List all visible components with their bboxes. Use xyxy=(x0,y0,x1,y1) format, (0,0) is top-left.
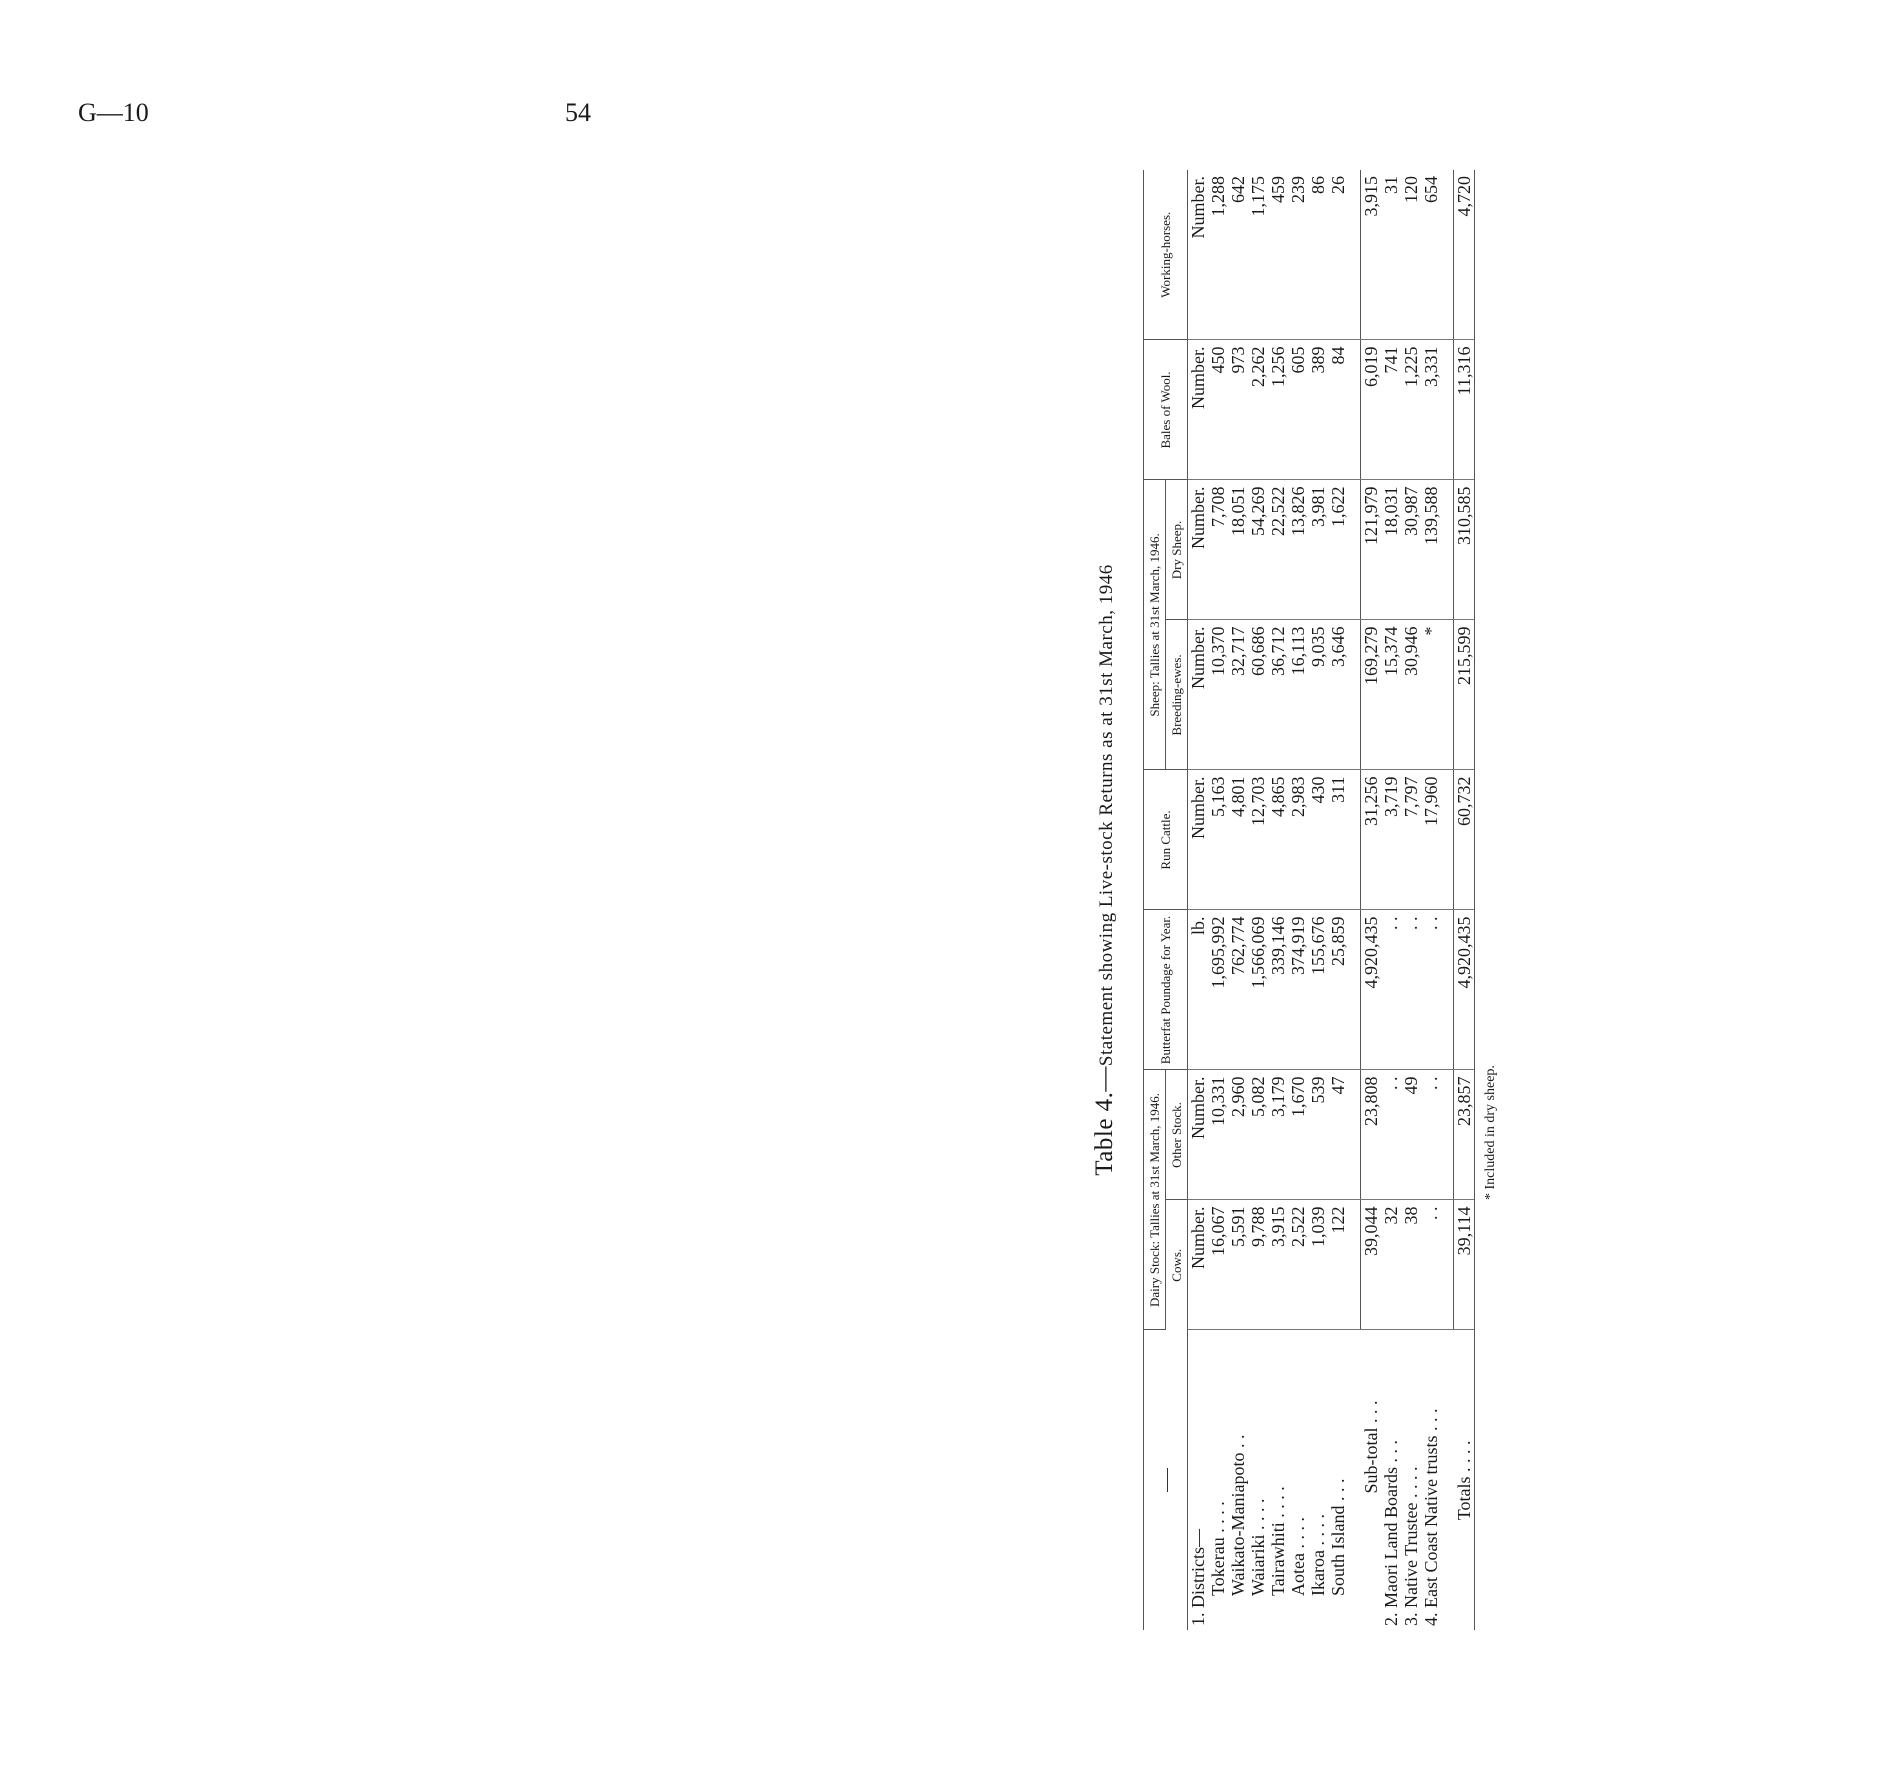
cell: 16,113 xyxy=(1288,620,1308,770)
cell: 1,288 xyxy=(1208,170,1228,340)
table-row xyxy=(1288,170,1308,1630)
cell: 32 xyxy=(1381,1200,1401,1330)
totals-row xyxy=(1454,170,1475,1630)
cell: 47 xyxy=(1328,1070,1348,1200)
unit-cell: Number. xyxy=(1188,1200,1209,1330)
footnote: * Included in dry sheep. xyxy=(1483,1065,1498,1200)
cell: 4,920,435 xyxy=(1361,910,1382,1070)
unit-cell: Number. xyxy=(1188,620,1209,770)
totals-label: Totals . . . . xyxy=(1454,1330,1475,1630)
cell: . . xyxy=(1381,1070,1401,1200)
cell: 430 xyxy=(1308,770,1328,910)
header-dash xyxy=(1167,1468,1168,1492)
cell: 36,712 xyxy=(1268,620,1288,770)
cell: 86 xyxy=(1308,170,1328,340)
cell: 762,774 xyxy=(1228,910,1248,1070)
cell: . . xyxy=(1421,1070,1441,1200)
table-title-prefix: Table 4.— xyxy=(1091,1066,1118,1176)
row-label: Tokerau . . . . xyxy=(1208,1501,1228,1596)
cell: 539 xyxy=(1308,1070,1328,1200)
table-header xyxy=(1144,170,1188,1630)
cell: 38 xyxy=(1401,1200,1421,1330)
cell: 5,163 xyxy=(1208,770,1228,910)
cell: 741 xyxy=(1381,340,1401,480)
cell: 16,067 xyxy=(1208,1200,1228,1330)
cell: 3,646 xyxy=(1328,620,1348,770)
row-label: Waikato-Maniapoto . . xyxy=(1228,1434,1248,1596)
cell: 23,808 xyxy=(1361,1070,1382,1200)
cell: 654 xyxy=(1421,170,1441,340)
cell: 1,175 xyxy=(1248,170,1268,340)
cell: 122 xyxy=(1328,1200,1348,1330)
cell: 459 xyxy=(1268,170,1288,340)
header-horses: Working-horses. xyxy=(1144,170,1188,340)
cell: 3,331 xyxy=(1421,340,1441,480)
unit-cell: Number. xyxy=(1188,480,1209,620)
cell: 3,915 xyxy=(1268,1200,1288,1330)
unit-cell: Number. xyxy=(1188,340,1209,480)
cell: 9,788 xyxy=(1248,1200,1268,1330)
table-row xyxy=(1228,170,1248,1630)
cell: 12,703 xyxy=(1248,770,1268,910)
cell: * xyxy=(1421,620,1441,770)
table-row xyxy=(1381,170,1401,1630)
cell: 1,225 xyxy=(1401,340,1421,480)
unit-cell: Number. xyxy=(1188,170,1209,340)
header-other-stock: Other Stock. xyxy=(1166,1070,1188,1200)
cell: 4,920,435 xyxy=(1454,910,1475,1070)
table-row xyxy=(1328,170,1348,1630)
cell: 31,256 xyxy=(1361,770,1382,910)
cell: 17,960 xyxy=(1421,770,1441,910)
cell: 1,670 xyxy=(1288,1070,1308,1200)
cell: 973 xyxy=(1228,340,1248,480)
table-row xyxy=(1401,170,1421,1630)
cell: 310,585 xyxy=(1454,480,1475,620)
cell: 60,686 xyxy=(1248,620,1268,770)
page-reference: G—10 xyxy=(78,98,149,127)
table-row xyxy=(1308,170,1328,1630)
header-dairy-group: Dairy Stock: Tallies at 31st March, 1946. xyxy=(1144,1070,1166,1330)
cell: . . xyxy=(1421,1200,1441,1330)
row-label: Aotea . . . . xyxy=(1288,1517,1308,1596)
cell: 13,826 xyxy=(1288,480,1308,620)
unit-cell: lb. xyxy=(1188,910,1209,1070)
cell: 7,797 xyxy=(1401,770,1421,910)
cell: 2,983 xyxy=(1288,770,1308,910)
cell: 39,044 xyxy=(1361,1200,1382,1330)
cell: 15,374 xyxy=(1381,620,1401,770)
cell: 49 xyxy=(1401,1070,1421,1200)
cell: 10,331 xyxy=(1208,1070,1228,1200)
cell: 120 xyxy=(1401,170,1421,340)
row-label: Ikaroa . . . . xyxy=(1308,1514,1328,1596)
page-number: 54 xyxy=(565,98,591,127)
header-sheep-group: Sheep: Tallies at 31st March, 1946. xyxy=(1144,480,1166,770)
cell: 374,919 xyxy=(1288,910,1308,1070)
cell: 11,316 xyxy=(1454,340,1475,480)
cell: 4,865 xyxy=(1268,770,1288,910)
cell: 18,031 xyxy=(1381,480,1401,620)
cell: 54,269 xyxy=(1248,480,1268,620)
cell: 1,039 xyxy=(1308,1200,1328,1330)
cell: 1,256 xyxy=(1268,340,1288,480)
subtotal-row xyxy=(1361,170,1382,1630)
header-dry-sheep: Dry Sheep. xyxy=(1166,480,1188,620)
cell: 339,146 xyxy=(1268,910,1288,1070)
cell: 2,262 xyxy=(1248,340,1268,480)
cell: 3,719 xyxy=(1381,770,1401,910)
cell: 30,987 xyxy=(1401,480,1421,620)
cell: 26 xyxy=(1328,170,1348,340)
row-label: Tairawhiti . . . . xyxy=(1268,1486,1288,1596)
cell: 31 xyxy=(1381,170,1401,340)
cell: 4,801 xyxy=(1228,770,1248,910)
cell: 32,717 xyxy=(1228,620,1248,770)
cell: 3,915 xyxy=(1361,170,1382,340)
livestock-table xyxy=(1143,170,1475,1630)
cell: 7,708 xyxy=(1208,480,1228,620)
table-title xyxy=(1085,170,1125,1570)
cell: 10,370 xyxy=(1208,620,1228,770)
header-cows: Cows. xyxy=(1166,1200,1188,1330)
cell: 3,179 xyxy=(1268,1070,1288,1200)
header-breeding-ewes: Breeding-ewes. xyxy=(1166,620,1188,770)
header-butterfat: Butterfat Poundage for Year. xyxy=(1144,910,1188,1070)
row-label: 4. East Coast Native trusts . . . xyxy=(1421,1408,1441,1626)
cell: 2,960 xyxy=(1228,1070,1248,1200)
table-row xyxy=(1268,170,1288,1630)
table-title-text: Statement showing Live-stock Returns as at 31st March, 1946 xyxy=(1096,564,1117,1067)
row-label: 2. Maori Land Boards . . . xyxy=(1381,1440,1401,1626)
cell: 30,946 xyxy=(1401,620,1421,770)
cell: 60,732 xyxy=(1454,770,1475,910)
table-row xyxy=(1248,170,1268,1630)
cell: 3,981 xyxy=(1308,480,1328,620)
cell: 1,566,069 xyxy=(1248,910,1268,1070)
row-label: 1. Districts— xyxy=(1188,1529,1208,1626)
cell: 18,051 xyxy=(1228,480,1248,620)
cell: 2,522 xyxy=(1288,1200,1308,1330)
cell: . . xyxy=(1421,910,1441,1070)
cell: 1,695,992 xyxy=(1208,910,1228,1070)
cell: 39,114 xyxy=(1454,1200,1475,1330)
rotated-table-region xyxy=(1085,170,1885,1630)
spacer-row xyxy=(1441,170,1454,1630)
cell: 9,035 xyxy=(1308,620,1328,770)
cell: 6,019 xyxy=(1361,340,1382,480)
row-label: Waiariki . . . . xyxy=(1248,1498,1268,1596)
table-row xyxy=(1421,170,1441,1630)
cell: 5,591 xyxy=(1228,1200,1248,1330)
cell: 139,588 xyxy=(1421,480,1441,620)
cell: 169,279 xyxy=(1361,620,1382,770)
row-label: South Island . . . xyxy=(1328,1478,1348,1596)
cell: 121,979 xyxy=(1361,480,1382,620)
header-run-cattle: Run Cattle. xyxy=(1144,770,1188,910)
cell: 450 xyxy=(1208,340,1228,480)
cell: 1,622 xyxy=(1328,480,1348,620)
cell: 239 xyxy=(1288,170,1308,340)
table-body xyxy=(1188,170,1475,1630)
table-row-districts xyxy=(1188,170,1209,1630)
cell: 389 xyxy=(1308,340,1328,480)
cell: 642 xyxy=(1228,170,1248,340)
header-bales: Bales of Wool. xyxy=(1144,340,1188,480)
cell: 23,857 xyxy=(1454,1070,1475,1200)
cell: . . xyxy=(1381,910,1401,1070)
subtotal-label: Sub-total . . . xyxy=(1360,1400,1381,1494)
cell: 25,859 xyxy=(1328,910,1348,1070)
cell: 84 xyxy=(1328,340,1348,480)
cell: . . xyxy=(1401,910,1421,1070)
spacer-row xyxy=(1348,170,1361,1630)
table-row xyxy=(1208,170,1228,1630)
cell: 605 xyxy=(1288,340,1308,480)
cell: 215,599 xyxy=(1454,620,1475,770)
header-blank xyxy=(1144,1330,1188,1630)
cell: 4,720 xyxy=(1454,170,1475,340)
cell: 5,082 xyxy=(1248,1070,1268,1200)
cell: 311 xyxy=(1328,770,1348,910)
unit-cell: Number. xyxy=(1188,770,1209,910)
unit-cell: Number. xyxy=(1188,1070,1209,1200)
cell: 22,522 xyxy=(1268,480,1288,620)
row-label: 3. Native Trustee . . . . xyxy=(1401,1466,1421,1626)
cell: 155,676 xyxy=(1308,910,1328,1070)
